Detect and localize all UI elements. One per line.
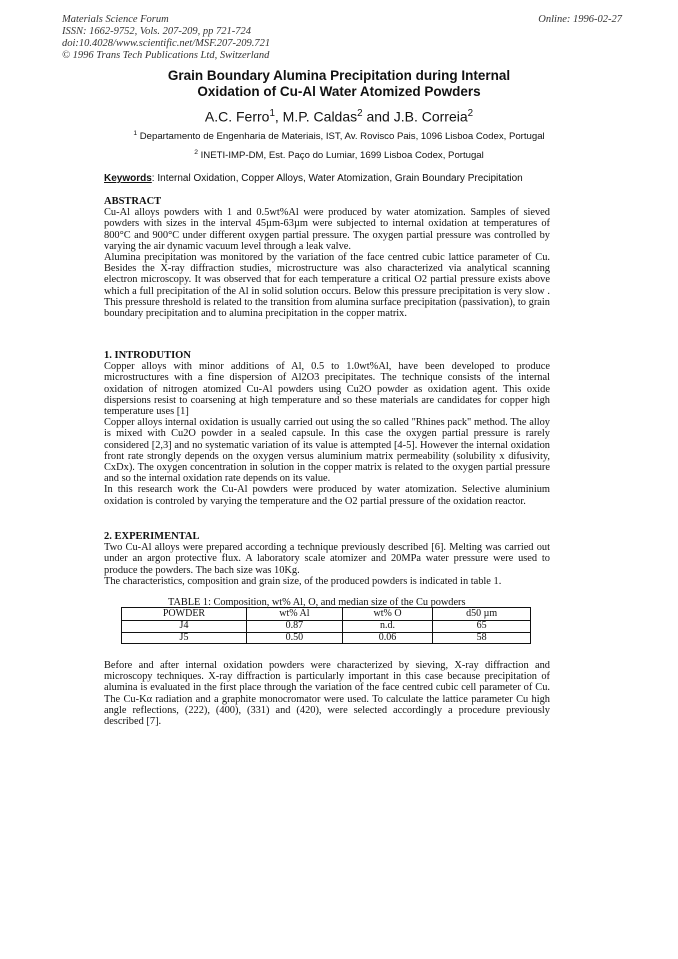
publication-header (62, 14, 622, 62)
affiliation-1-mark: 1 (133, 130, 138, 137)
table-header-cell: wt% O (342, 608, 432, 621)
introduction-heading: 1. INTRODUTION (104, 350, 191, 361)
author-2: , M.P. Caldas (274, 108, 358, 125)
online-date: Online: 1996-02-27 (538, 14, 622, 25)
introduction-paragraph: Copper alloys internal oxidation is usually carried out using the so called "Rhines pack" method. The alloy is mixed with Cu2O powder in a sealed capsule. In this case the oxygen partial pressure is rarely considered [2,3] and no systematic variation of its value is attempted [4-5]. However the internal oxidation front rate strongly depends on the oxygen versus aluminium matrix permeability (solubility x difusivity, CxDx). The oxygen concentration in solution in the copper matrix is related to the oxygen partial pressure and so the internal oxidation rate depends on its value. (104, 417, 550, 485)
title-line-2: Oxidation of Cu-Al Water Atomized Powders (197, 84, 481, 99)
introduction-paragraph: In this research work the Cu-Al powders were produced by water atomization. Selective aluminium oxidation is controled by varying the temperature and the O2 partial pressure of the oxidation reactor. (104, 484, 550, 507)
author-1: A.C. Ferro (204, 108, 270, 125)
introduction-section (104, 350, 550, 507)
body-paragraph: Before and after internal oxidation powders were characterized by sieving, X-ray diffraction and microscopy techniques. X-ray diffraction is particularly important in this case because precipitation of alumina is evaluated in the first place through the variation of the face centred cubic cell parameter of Cu. The Cu-Kα radiation and a graphite monocromator were used. To calculate the lattice parameter Cu high angle reflections, (222), (400), (331) and (420), were selected accordingly a procedure previously described [7]. (104, 660, 550, 728)
author-1-affiliation-mark: 1 (269, 108, 275, 119)
author-list (0, 108, 678, 125)
table-cell: 0.50 (247, 632, 343, 644)
keywords (104, 173, 574, 184)
experimental-paragraph: Two Cu-Al alloys were prepared according a technique previously described [6]. Melting was carried out under an argon protective flux. A laboratory scale atomizer and 20MPa water pressure were used to produce the powders. The bach size was 10Kg. (104, 542, 550, 576)
abstract-paragraph: Cu-Al alloys powders with 1 and 0.5wt%Al were produced by water atomization. Samples of sieved powders with sizes in the interval 45µm-63µm were subjected to internal oxidation at temperatures of 800°C and 900°C under different oxygen partial pressure. The oxygen partial pressure was controlled by varying the air dynamic vacuum level through a leak valve. (104, 207, 550, 252)
table-cell: 0.87 (247, 621, 343, 633)
table-header-cell: wt% Al (247, 608, 343, 621)
author-3-affiliation-mark: 2 (467, 108, 474, 119)
table-cell: J4 (122, 621, 247, 633)
affiliation-2 (0, 149, 678, 161)
journal-name: Materials Science Forum (62, 14, 169, 25)
abstract-section (104, 196, 550, 319)
paper-title (0, 68, 678, 100)
table-cell: 0.06 (342, 632, 432, 644)
table-1-caption: TABLE 1: Composition, wt% Al, O, and median size of the Cu powders (168, 597, 466, 608)
affiliation-2-text: INETI-IMP-DM, Est. Paço do Lumiar, 1699 Lisboa Codex, Portugal (197, 150, 484, 162)
introduction-paragraph: Copper alloys with minor additions of Al, 0.5 to 1.0wt%Al, have been developed to produce microstructures with a fine dispersion of Al2O3 precipitates. The technique consists of the internal oxidation of nitrogen atomized Cu-Al powders using Cu2O powder as oxidation agent. This oxide dispersions resist to coarsening at high temperature and so these materials are candidates for copper high temperature uses [1] (104, 361, 550, 418)
abstract-paragraph: Alumina precipitation was monitored by the variation of the face centred cubic lattice parameter of Cu. Besides the X-ray diffraction studies, microstructure was also characterized via analytical scanning electron microscopy. It was observed that for each temperature a critical O2 partial pressure exists above which a full precipitation of the Al in solid solution occurs. Below this pressure precipitation is very slow . This pressure threshold is related to the transition from alumina surface precipitation (passivation), to grain boundary precipitation and to alumina precipitation in the copper matrix. (104, 252, 550, 320)
abstract-heading: ABSTRACT (104, 196, 162, 207)
doi-line: doi:10.4028/www.scientific.net/MSF.207-209.721 (62, 38, 271, 49)
table-header-cell: d50 µm (433, 608, 531, 621)
affiliation-1-text: Departamento de Engenharia de Materiais, IST, Av. Rovisco Pais, 1096 Lisboa Codex, Portugal (137, 131, 545, 143)
affiliation-2-mark: 2 (194, 149, 198, 156)
experimental-heading: 2. EXPERIMENTAL (104, 531, 200, 542)
keywords-label: Keywords (104, 173, 152, 184)
table-cell: 58 (433, 632, 531, 644)
experimental-paragraph: The characteristics, composition and grain size, of the produced powders is indicated in table 1. (104, 575, 502, 587)
copyright-line: © 1996 Trans Tech Publications Ltd, Switzerland (62, 50, 270, 61)
table-header-row (122, 608, 531, 621)
table-cell: 65 (433, 621, 531, 633)
table-header-cell: POWDER (122, 608, 247, 621)
keywords-text: : Internal Oxidation, Copper Alloys, Water Atomization, Grain Boundary Precipitation (151, 173, 523, 184)
table-cell: n.d. (342, 621, 432, 633)
author-2-affiliation-mark: 2 (357, 108, 363, 119)
table-row (122, 632, 531, 644)
issn-line: ISSN: 1662-9752, Vols. 207-209, pp 721-724 (62, 26, 251, 37)
author-3: and J.B. Correia (362, 108, 468, 125)
table-row (122, 621, 531, 633)
table-cell: J5 (122, 632, 247, 644)
experimental-section (104, 531, 550, 587)
affiliation-1 (0, 130, 678, 142)
table-1 (121, 607, 531, 644)
methods-continuation (104, 660, 550, 727)
title-line-1: Grain Boundary Alumina Precipitation during Internal (167, 68, 511, 83)
